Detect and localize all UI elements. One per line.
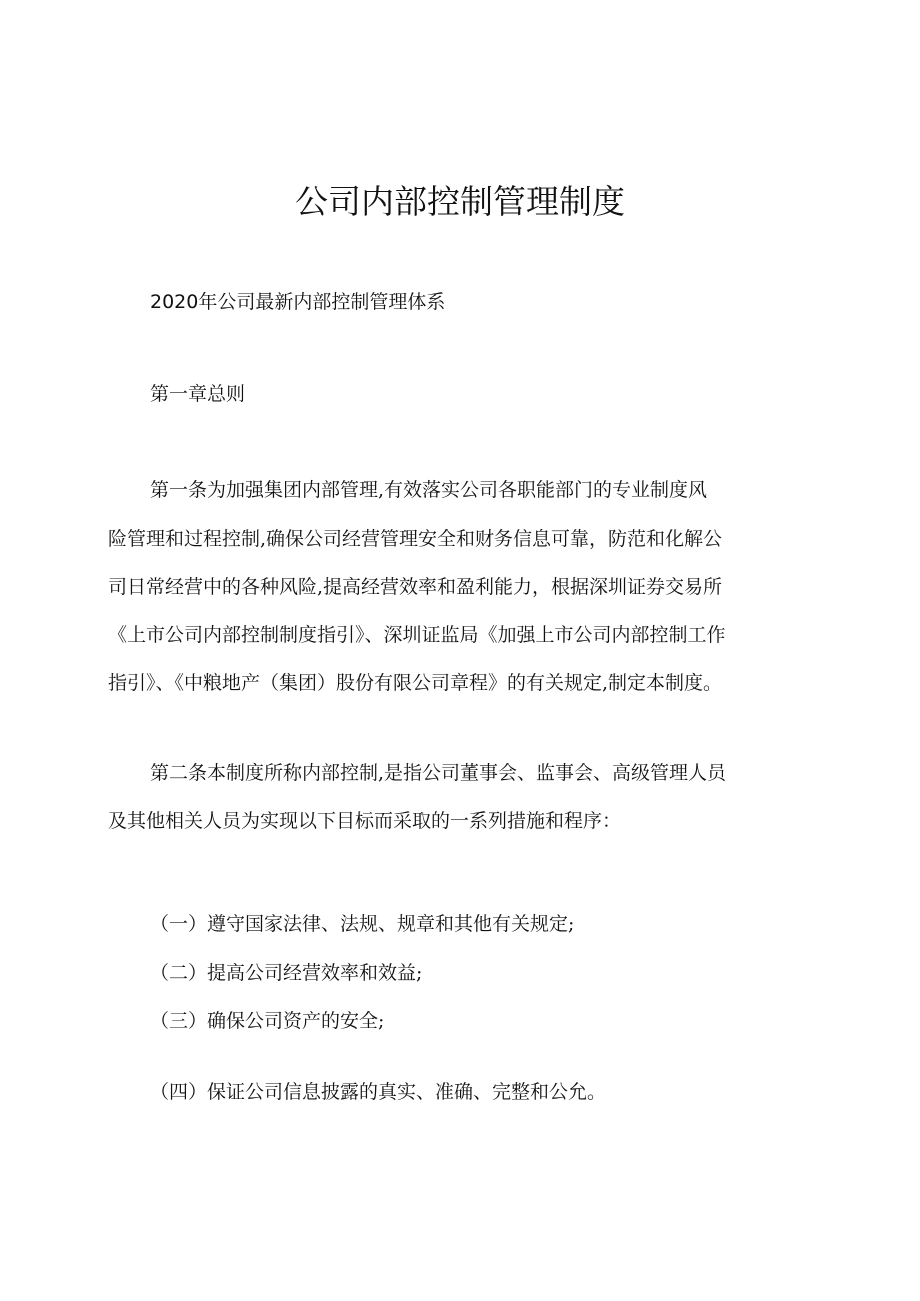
article-2-line: 及其他相关人员为实现以下目标而采取的一系列措施和程序： (108, 810, 622, 832)
document-title: 公司内部控制管理制度 (295, 182, 625, 221)
article-1-line: 司日常经营中的各种风险,提高经营效率和盈利能力，根据深圳证券交易所 (108, 576, 723, 598)
objective-item: （二）提高公司经营效率和效益; (150, 962, 423, 984)
chapter-heading: 第一章总则 (150, 383, 246, 405)
article-1-line: 险管理和过程控制,确保公司经营管理安全和财务信息可靠，防范和化解公 (108, 528, 723, 550)
document-subtitle: 2020年公司最新内部控制管理体系 (150, 291, 446, 313)
article-1-line: 指引》、《中粮地产（集团）股份有限公司章程》的有关规定,制定本制度。 (108, 672, 723, 694)
objective-item: （三）确保公司资产的安全; (150, 1010, 385, 1032)
objective-item: （一）遵守国家法律、法规、规章和其他有关规定; (150, 913, 575, 935)
article-1-line: 《上市公司内部控制制度指引》、深圳证监局《加强上市公司内部控制工作 (108, 624, 726, 646)
article-2-line: 第二条本制度所称内部控制,是指公司董事会、监事会、高级管理人员 (150, 762, 727, 784)
objective-item: （四）保证公司信息披露的真实、准确、完整和公允。 (150, 1081, 607, 1103)
article-1-line: 第一条为加强集团内部管理,有效落实公司各职能部门的专业制度风 (150, 479, 708, 501)
